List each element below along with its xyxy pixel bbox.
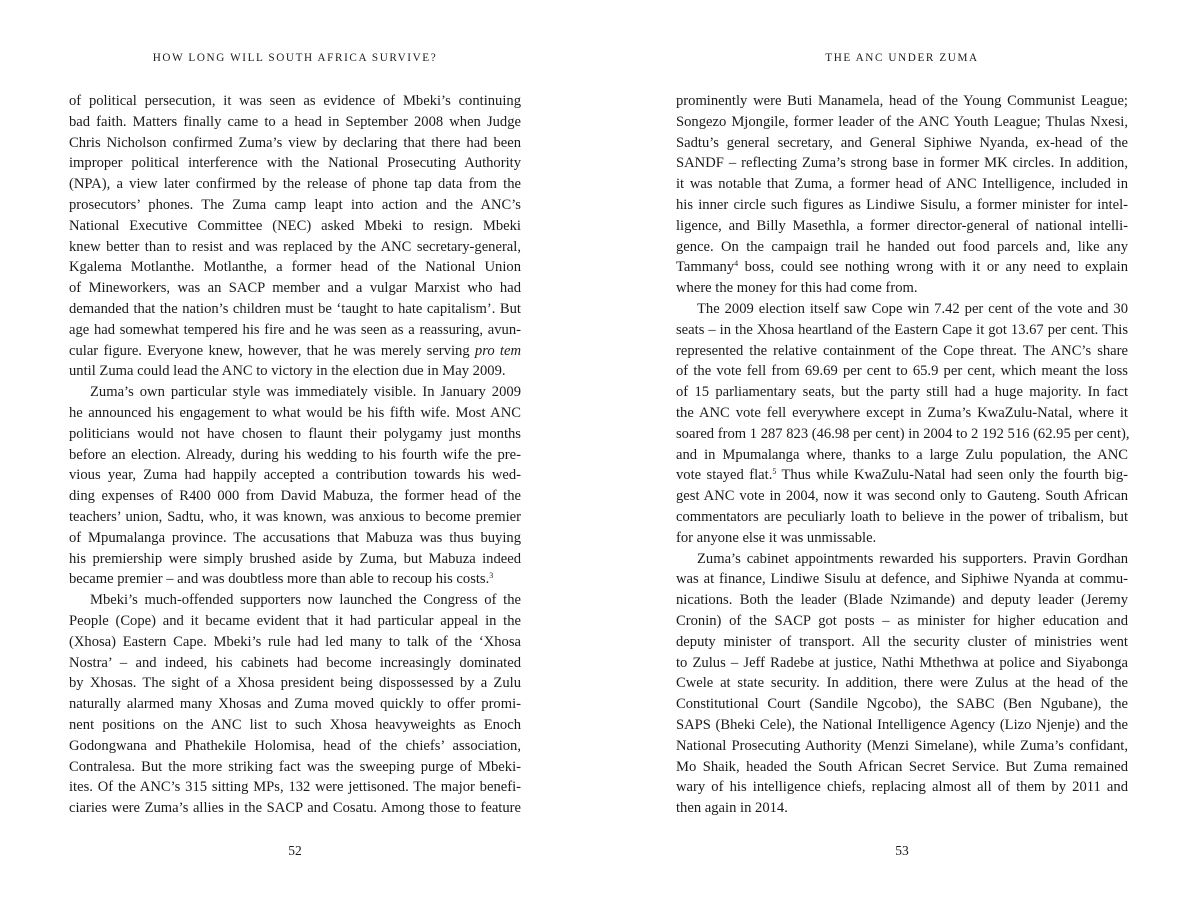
text-line	[69, 569, 521, 590]
line-text: ciaries were Zuma’s allies in the SACP and Cosatu. Among those to feature	[69, 800, 521, 817]
line-text: Tammany	[676, 259, 735, 276]
line-text: naturally alarmed many Xhosas and Zuma moved quickly to offer promi-	[69, 696, 521, 713]
line-text: Thus while KwaZulu-Natal had seen only the fourth big-	[776, 467, 1128, 484]
text-line	[69, 299, 521, 320]
text-line	[676, 424, 1128, 445]
line-text: he announced his engagement to what would be his fifth wife. Most ANC	[69, 404, 521, 421]
text-line	[69, 403, 521, 424]
text-line	[69, 757, 521, 778]
text-line	[676, 590, 1128, 611]
text-line	[676, 507, 1128, 528]
text-line	[69, 341, 521, 362]
text-line	[676, 112, 1128, 133]
text-line	[69, 465, 521, 486]
line-text: The 2009 election itself saw Cope win 7.42 per cent of the vote and 30	[697, 300, 1128, 317]
text-line	[69, 590, 521, 611]
line-text: the ANC vote fell everywhere except in Zuma’s KwaZulu-Natal, where it	[676, 404, 1128, 421]
text-line	[676, 445, 1128, 466]
text-line	[69, 486, 521, 507]
line-text: by Xhosas. The sight of a Xhosa president being dispossessed by a Zulu	[69, 675, 521, 692]
text-line	[676, 320, 1128, 341]
text-line	[69, 91, 521, 112]
text-line	[676, 569, 1128, 590]
text-line	[676, 611, 1128, 632]
line-text: vote stayed flat.	[676, 467, 773, 484]
text-line	[676, 715, 1128, 736]
text-line	[676, 278, 1128, 299]
line-text: vious year, Zuma had happily accepted a contribution towards his wed-	[69, 467, 521, 484]
line-text: until Zuma could lead the ANC to victory in the election due in May 2009.	[69, 363, 506, 380]
line-text: Godongwana and Phathekile Holomisa, head of the chiefs’ association,	[69, 737, 521, 754]
line-text: (NPA), a view later confirmed by the release of phone tap data from the	[69, 176, 521, 193]
line-text: nications. Both the leader (Blade Nzimande) and deputy leader (Jeremy	[676, 592, 1128, 609]
line-text: politicians would not have chosen to flaunt their polygamy just months	[69, 425, 521, 442]
text-line	[676, 257, 1128, 278]
text-line	[69, 216, 521, 237]
line-text: of 15 parliamentary seats, but the party still had a huge majority. In fact	[676, 384, 1128, 401]
text-line	[676, 549, 1128, 570]
page-number: 53	[895, 843, 909, 858]
line-text: and in Mpumalanga where, thanks to a large Zulu population, the ANC	[676, 446, 1128, 463]
footnote-ref: 4	[734, 259, 739, 269]
text-line	[69, 736, 521, 757]
line-text: demanded that the nation’s children must be ‘taught to hate capitalism’. But	[69, 300, 521, 317]
line-text: bad faith. Matters finally came to a head in September 2008 when Judge	[69, 113, 521, 130]
text-line	[69, 632, 521, 653]
line-text: deputy minister of transport. All the security cluster of ministries went	[676, 633, 1128, 650]
text-line	[69, 694, 521, 715]
text-line	[676, 237, 1128, 258]
line-text: for anyone else it was unmissable.	[676, 529, 877, 546]
text-line	[676, 133, 1128, 154]
line-text: ligence, and Billy Masethla, a former director-general of national intelli-	[676, 217, 1128, 234]
line-text: became premier – and was doubtless more than able to recoup his costs.	[69, 571, 490, 588]
line-text: to Zulus – Jeff Radebe at justice, Nathi Mthethwa at police and Siyabonga	[676, 654, 1128, 671]
line-text: of political persecution, it was seen as evidence of Mbeki’s continuing	[69, 93, 521, 109]
line-text: knew better than to resist and was replaced by the ANC secretary-general,	[69, 238, 521, 255]
running-head: HOW LONG WILL SOUTH AFRICA SURVIVE?	[152, 52, 438, 64]
running-head: THE ANC UNDER ZUMA	[825, 52, 979, 64]
text-line	[676, 174, 1128, 195]
line-text: it was notable that Zuma, a former head of ANC Intelligence, included in	[676, 176, 1128, 193]
line-text: his premiership were simply brushed aside by Zuma, but Mabuza indeed	[69, 550, 521, 567]
line-text: commentators are peculiarly loath to believe in the power of tribalism, but	[676, 508, 1128, 525]
text-line	[676, 757, 1128, 778]
line-text: gest ANC vote in 2004, now it was second only to Gauteng. South African	[676, 488, 1128, 505]
text-line	[69, 673, 521, 694]
line-text: Sadtu’s general secretary, and General Siphiwe Nyanda, ex-head of the	[676, 134, 1128, 151]
line-text: wary of his intelligence chiefs, replacing almost all of them by 2011 and	[676, 779, 1128, 796]
line-text: improper political interference with the National Prosecuting Authority	[69, 155, 521, 172]
line-text: Nostra’ – and indeed, his cabinets had become increasingly dominated	[69, 654, 521, 671]
text-line	[69, 653, 521, 674]
line-text: SANDF – reflecting Zuma’s strong base in former MK circles. In addition,	[676, 155, 1128, 172]
line-text: age had somewhat tempered his fire and he was seen as a reassuring, avun-	[69, 321, 521, 338]
line-text: People (Cope) and it became evident that it had particular appeal in the	[69, 612, 521, 629]
line-text: of Mpumalanga province. The accusations that Mabuza was thus buying	[69, 529, 521, 546]
line-text: gence. On the campaign trail he handed out food parcels and, like any	[676, 238, 1128, 255]
text-line	[676, 632, 1128, 653]
line-text: (Xhosa) Eastern Cape. Mbeki’s rule had led many to talk of the ‘Xhosa	[69, 633, 521, 650]
body-text	[676, 91, 1128, 819]
line-text: Kgalema Motlanthe. Motlanthe, a former head of the National Union	[69, 259, 521, 276]
line-text: before an election. Already, during his wedding to his fourth wife the pre-	[69, 446, 521, 463]
text-line	[676, 91, 1128, 112]
text-line	[69, 361, 521, 382]
line-text: prosecutors’ phones. The Zuma camp leapt into action and the ANC’s	[69, 196, 521, 213]
line-text: prominently were Buti Manamela, head of the Young Communist League;	[676, 93, 1128, 109]
text-line	[676, 736, 1128, 757]
text-line	[69, 528, 521, 549]
line-text: Mo Shaik, headed the South African Secret Service. But Zuma remained	[676, 758, 1128, 775]
line-text: then again in 2014.	[676, 800, 788, 817]
line-text: teachers’ union, Sadtu, who, it was known, was anxious to become premier	[69, 508, 521, 525]
text-line	[69, 445, 521, 466]
line-text: Songezo Mjongile, former leader of the ANC Youth League; Thulas Nxesi,	[676, 113, 1128, 130]
text-line	[69, 777, 521, 798]
text-line	[676, 382, 1128, 403]
text-line	[676, 153, 1128, 174]
text-line	[69, 549, 521, 570]
text-line	[676, 673, 1128, 694]
text-line	[676, 403, 1128, 424]
text-line	[69, 133, 521, 154]
right-page	[676, 0, 1128, 917]
line-text: of Mineworkers, was an SACP member and a vulgar Marxist who had	[69, 280, 521, 297]
line-text: where the money for this had come from.	[676, 280, 918, 297]
text-line	[69, 507, 521, 528]
line-text: was at finance, Lindiwe Sisulu at defence, and Siphiwe Nyanda at commu-	[676, 571, 1128, 588]
line-text: ding expenses of R400 000 from David Mabuza, the former head of the	[69, 488, 521, 505]
page-number: 52	[288, 843, 302, 858]
text-line	[676, 777, 1128, 798]
text-line	[676, 299, 1128, 320]
text-line	[676, 361, 1128, 382]
text-line	[69, 153, 521, 174]
line-text: Chris Nicholson confirmed Zuma’s view by declaring that there had been	[69, 134, 521, 151]
line-text: ites. Of the ANC’s 315 sitting MPs, 132 were jettisoned. The major benefi-	[69, 779, 521, 796]
text-line	[69, 424, 521, 445]
line-text: Mbeki’s much-offended supporters now launched the Congress of the	[90, 592, 521, 609]
left-page	[69, 0, 521, 917]
line-text: Cwele at state security. In addition, there were Zulus at the head of the	[676, 675, 1128, 692]
text-line	[69, 195, 521, 216]
footnote-ref: 5	[772, 467, 777, 477]
text-line	[69, 237, 521, 258]
italic-text: pro tem	[474, 342, 521, 359]
text-line	[69, 382, 521, 403]
line-text: his inner circle such figures as Lindiwe Sisulu, a former minister for intel-	[676, 196, 1128, 213]
text-line	[676, 486, 1128, 507]
line-text: represented the relative containment of the Cope threat. The ANC’s share	[676, 342, 1128, 359]
line-text: nent positions on the ANC list to such Xhosa heavyweights as Enoch	[69, 716, 521, 733]
text-line	[69, 174, 521, 195]
line-text: Constitutional Court (Sandile Ngcobo), the SABC (Ben Ngubane), the	[676, 696, 1128, 713]
text-line	[69, 257, 521, 278]
line-text: soared from 1 287 823 (46.98 per cent) in 2004 to 2 192 516 (62.95 per cent),	[676, 425, 1130, 442]
footnote-ref: 3	[489, 571, 494, 581]
line-text: National Executive Committee (NEC) asked Mbeki to resign. Mbeki	[69, 217, 521, 234]
line-text: Zuma’s cabinet appointments rewarded his supporters. Pravin Gordhan	[697, 550, 1128, 567]
text-line	[676, 195, 1128, 216]
text-line	[69, 798, 521, 819]
text-line	[676, 465, 1128, 486]
line-text: Cronin) of the SACP got posts – as minister for higher education and	[676, 612, 1128, 629]
line-text: National Prosecuting Authority (Menzi Simelane), while Zuma’s confidant,	[676, 737, 1128, 754]
line-text: cular figure. Everyone knew, however, that he was merely serving	[69, 342, 475, 359]
text-line	[69, 112, 521, 133]
text-line	[676, 528, 1128, 549]
body-text	[69, 91, 521, 819]
text-line	[676, 694, 1128, 715]
text-line	[69, 715, 521, 736]
line-text: Contralesa. But the more striking fact was the sweeping purge of Mbeki-	[69, 758, 521, 775]
text-line	[69, 611, 521, 632]
line-text: SAPS (Bheki Cele), the National Intelligence Agency (Lizo Njenje) and the	[676, 716, 1128, 733]
text-line	[676, 216, 1128, 237]
line-text: Zuma’s own particular style was immediately visible. In January 2009	[90, 384, 521, 401]
text-line	[676, 653, 1128, 674]
line-text: of the vote fell from 69.69 per cent to 65.9 per cent, which meant the loss	[676, 363, 1128, 380]
line-text: boss, could see nothing wrong with it or any need to explain	[738, 259, 1128, 276]
text-line	[69, 320, 521, 341]
text-line	[676, 798, 1128, 819]
line-text: seats – in the Xhosa heartland of the Eastern Cape it got 13.67 per cent. This	[676, 321, 1128, 338]
text-line	[676, 341, 1128, 362]
text-line	[69, 278, 521, 299]
